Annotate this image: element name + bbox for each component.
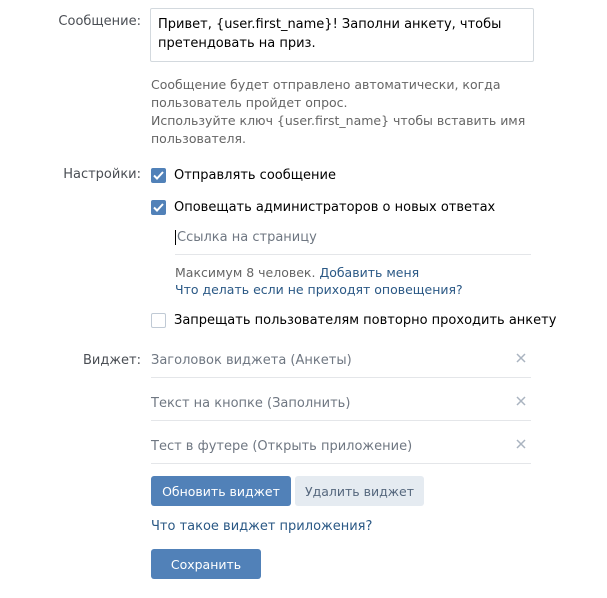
widget-title-placeholder: Заголовок виджета (Анкеты)	[151, 352, 352, 368]
admins-note	[175, 264, 463, 298]
forbid-repeat-label: Запрещать пользователям повторно проходить анкету	[174, 312, 557, 328]
clear-icon[interactable]	[515, 395, 527, 407]
widget-button-text-placeholder: Текст на кнопке (Заполнить)	[151, 395, 351, 411]
widget-footer-text-input[interactable]	[151, 429, 531, 464]
text-caret	[175, 230, 176, 245]
help-line: пользователь пройдет опрос.	[151, 95, 348, 110]
widget-footer-text-placeholder: Тест в футере (Открыть приложение)	[151, 438, 413, 454]
message-textarea[interactable]: Привет, {user.first_name}! Заполни анкету, чтобы претендовать на приз.	[150, 8, 534, 62]
message-label: Сообщение:	[58, 14, 141, 29]
notify-admins-checkbox-row[interactable]	[151, 198, 495, 216]
page-link-input[interactable]	[175, 220, 531, 255]
help-line: Используйте ключ {user.first_name} чтобы вставить имя	[151, 113, 526, 128]
message-help-text	[151, 76, 551, 148]
clear-icon[interactable]	[515, 352, 527, 364]
what-is-widget-link[interactable]: Что такое виджет приложения?	[151, 519, 373, 534]
add-me-link[interactable]: Добавить меня	[319, 265, 420, 280]
checkbox-checked-icon[interactable]	[151, 168, 166, 183]
page-link-placeholder: Ссылка на страницу	[177, 229, 317, 245]
widget-title-input[interactable]	[151, 343, 531, 378]
widget-button-text-input[interactable]	[151, 386, 531, 421]
notify-admins-label: Оповещать администраторов о новых ответах	[174, 199, 496, 215]
delete-widget-button[interactable]: Удалить виджет	[295, 476, 424, 506]
checkbox-checked-icon[interactable]	[151, 200, 166, 215]
send-message-label: Отправлять сообщение	[174, 167, 336, 183]
max-admins-note: Максимум 8 человек.	[175, 265, 316, 280]
widget-label: Виджет:	[82, 353, 141, 368]
help-line: Сообщение будет отправлено автоматически, когда	[151, 77, 501, 92]
settings-label: Настройки:	[63, 167, 141, 182]
save-button[interactable]: Сохранить	[151, 549, 261, 579]
no-notifications-link[interactable]: Что делать если не приходят оповещения?	[175, 282, 463, 297]
checkbox-unchecked-icon[interactable]	[151, 313, 166, 328]
send-message-checkbox-row[interactable]	[151, 166, 336, 184]
update-widget-button[interactable]: Обновить виджет	[151, 476, 291, 506]
clear-icon[interactable]	[515, 438, 527, 450]
help-line: пользователя.	[151, 131, 246, 146]
forbid-repeat-checkbox-row[interactable]	[151, 311, 556, 329]
